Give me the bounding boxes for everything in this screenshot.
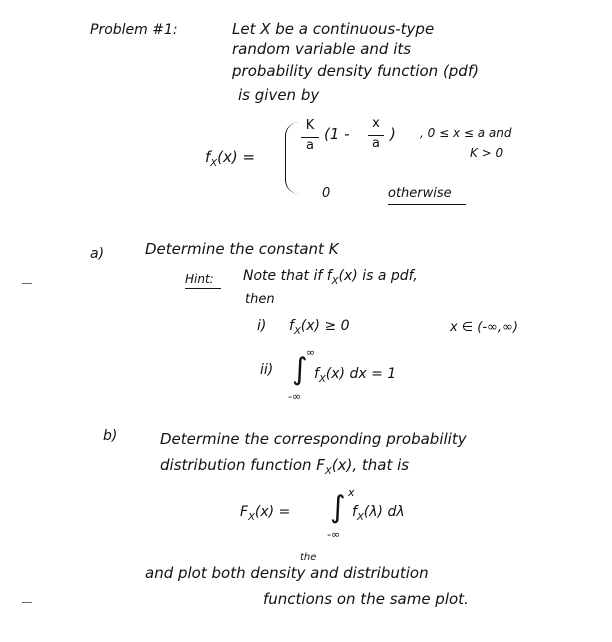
part-a-text: Determine the constant K [145, 240, 339, 258]
pdf-case2-cond: otherwise [388, 186, 452, 201]
otherwise-underline [388, 204, 466, 205]
cond-2-integral: ∫ [292, 352, 308, 387]
hint-line-1-rest: (x) is a pdf, [338, 268, 418, 284]
pdf-x-num: x [372, 116, 380, 131]
cond-2-lower: -∞ [288, 390, 302, 403]
pdf-lhs [205, 148, 255, 169]
hint-line-1-sub: X [331, 275, 339, 287]
part-b-line-3 [145, 564, 429, 582]
cond-2-upper: ∞ [306, 346, 316, 359]
part-b-line-2 [160, 456, 409, 477]
statement-line-3: probability density function (pdf) [232, 62, 479, 80]
cdf-integral: ∫ [330, 490, 346, 525]
cond-2-sub: X [318, 373, 326, 385]
statement-line-1: Let X be a continuous-type [232, 20, 435, 38]
cond-1-rest: (x) ≥ 0 [300, 318, 350, 334]
problem-label: Problem #1: [90, 22, 178, 38]
insert-word: the [300, 552, 317, 563]
cond-1-expr [289, 318, 350, 337]
cdf-integrand [352, 504, 405, 523]
cond-1-f: f [289, 318, 294, 334]
pdf-coef-num: K [305, 118, 315, 133]
cdf-integrand-f: f [352, 504, 357, 520]
cdf-upper: x [348, 486, 355, 499]
cond-1-number: i) [257, 318, 267, 334]
pdf-lhs-sub: X [210, 158, 218, 169]
cond-2-f: f [314, 366, 319, 382]
part-b-line-2-sub: X [324, 466, 332, 477]
cond-1-sub: X [293, 325, 301, 337]
pdf-lhs-f: f [205, 148, 211, 166]
statement-line-4: is given by [238, 86, 320, 104]
part-b-line-4: functions on the same plot. [263, 590, 469, 608]
pdf-brace [285, 122, 300, 194]
pdf-x-den: a [372, 136, 380, 151]
hint-line-1 [243, 268, 418, 287]
hint-underline [185, 288, 221, 289]
part-a-label: a) [90, 246, 105, 262]
cdf-integrand-rest: (λ) dλ [363, 504, 405, 520]
pdf-lhs-arg: (x) = [217, 148, 256, 166]
pdf-paren-open: (1 - [324, 125, 350, 143]
cond-2-number: ii) [260, 362, 274, 378]
part-b-line-3-a: and plot both [145, 564, 246, 582]
hint-label: Hint: [185, 272, 214, 286]
pdf-coef-den: a [306, 138, 314, 153]
part-b-line-2-rest: (x), that is [331, 456, 410, 474]
pdf-cond-2: K > 0 [470, 146, 504, 160]
cdf-lhs-sub: X [248, 511, 255, 523]
scan-mark [22, 283, 32, 284]
statement-line-2: random variable and its [232, 40, 412, 58]
cdf-lower: -∞ [327, 528, 341, 541]
cond-2-rest: (x) dx = 1 [325, 366, 397, 382]
cdf-lhs-f: F [240, 504, 249, 520]
cdf-integrand-sub: X [356, 511, 364, 523]
part-b-line-1: Determine the corresponding probability [160, 430, 467, 448]
cond-1-domain: x ∈ (-∞,∞) [450, 320, 518, 335]
part-b-line-2-text: distribution function F [160, 456, 325, 474]
cdf-lhs [240, 504, 290, 523]
part-b-label: b) [103, 428, 118, 444]
pdf-case2-value: 0 [322, 186, 331, 201]
pdf-paren-close: ) [390, 125, 396, 143]
pdf-cond-1: , 0 ≤ x ≤ a and [420, 126, 512, 140]
hint-line-1-text: Note that if f [243, 268, 332, 284]
part-b-line-3-b: density and distribution [250, 564, 429, 582]
cdf-lhs-rest: (x) = [254, 504, 291, 520]
scan-mark [22, 602, 32, 603]
cond-2-expr [314, 366, 396, 385]
hint-line-2: then [245, 292, 275, 307]
